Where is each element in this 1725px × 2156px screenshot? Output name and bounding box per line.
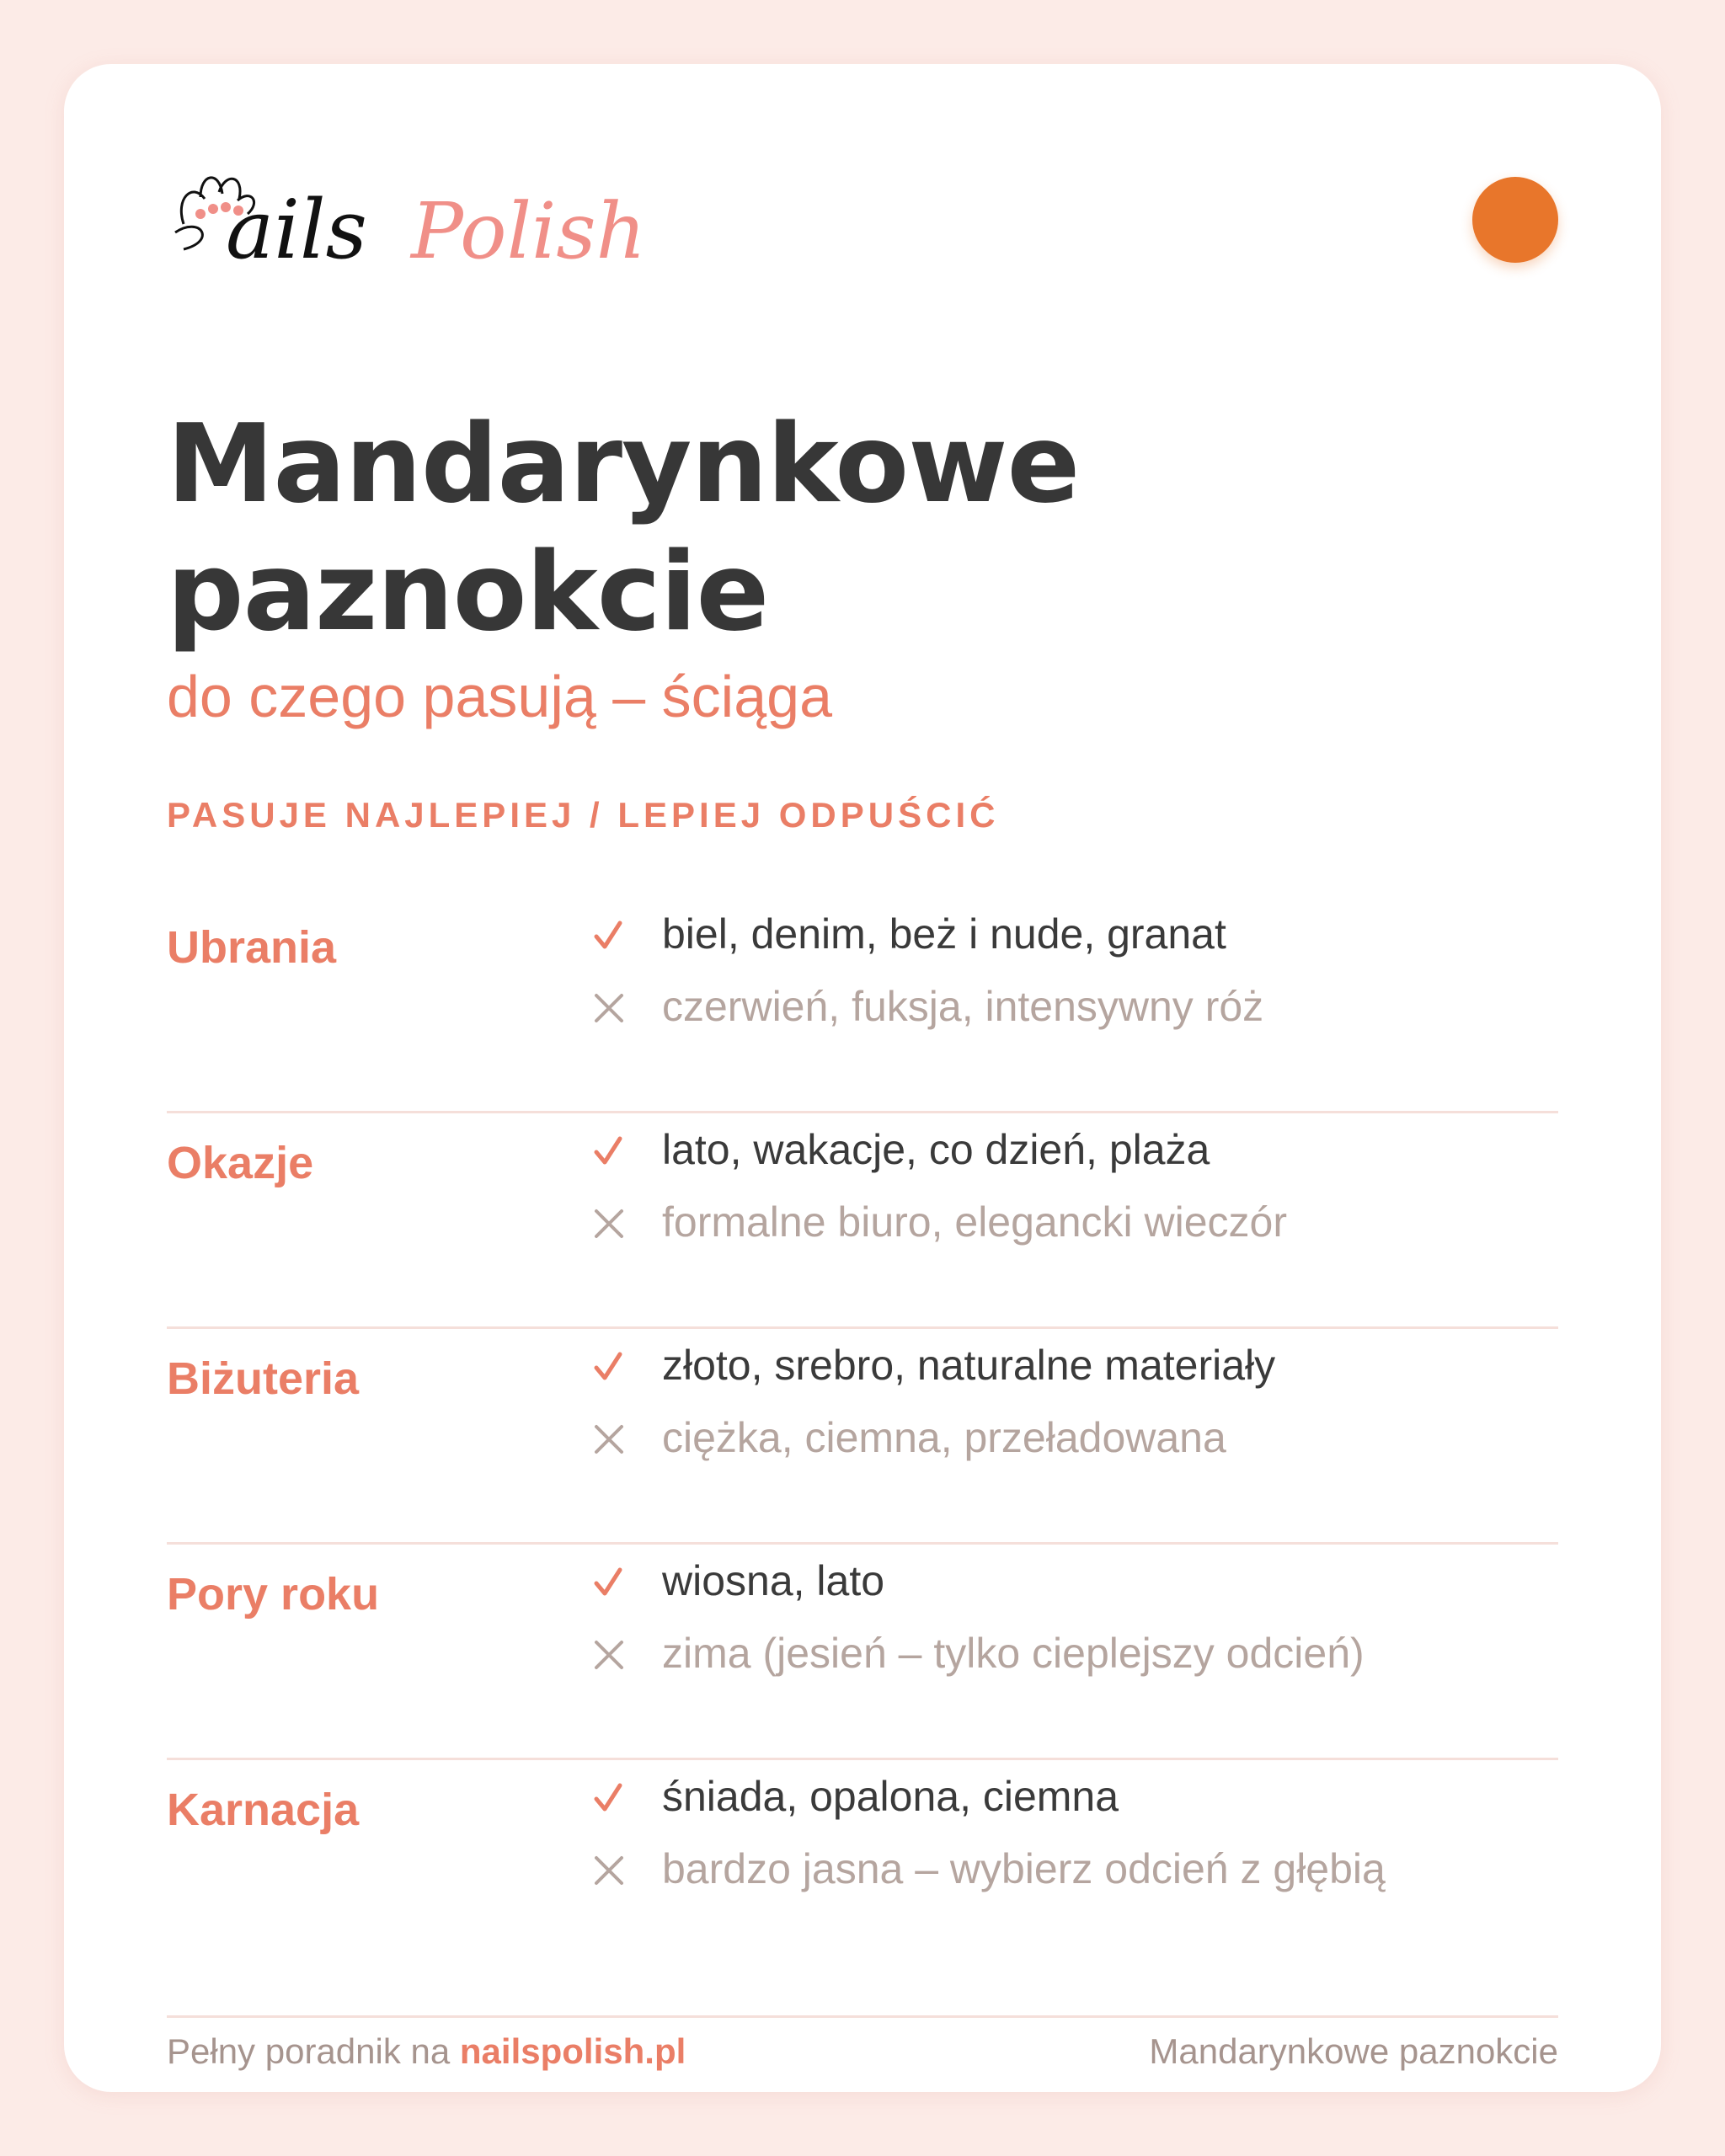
nailspolish-logo xyxy=(167,165,689,275)
category-label: Ubrania xyxy=(167,922,337,973)
footer-title: Mandarynkowe paznokcie xyxy=(1149,2031,1558,2071)
svg-text:Polish: Polish xyxy=(411,186,646,275)
avoid-text: czerwień, fuksja, intensywny róż xyxy=(662,983,1264,1030)
check-icon xyxy=(588,1777,630,1819)
list-item xyxy=(167,1113,1558,1329)
list-item xyxy=(167,1329,1558,1545)
footer-prefix: Pełny poradnik na xyxy=(167,2031,451,2071)
accent-color-dot xyxy=(1472,177,1558,263)
recommended-text: śniada, opalona, ciemna xyxy=(662,1773,1119,1820)
category-label: Pory roku xyxy=(167,1569,380,1620)
list-item xyxy=(167,898,1558,1113)
check-icon xyxy=(588,1130,630,1172)
list-item xyxy=(167,1760,1558,2018)
cheat-sheet-card xyxy=(64,64,1661,2092)
category-label: Biżuteria xyxy=(167,1353,360,1404)
category-label: Okazje xyxy=(167,1138,314,1188)
page-subtitle: do czego pasują – ściąga xyxy=(167,664,832,729)
check-icon xyxy=(588,1346,630,1388)
recommended-text: lato, wakacje, co dzień, plaża xyxy=(662,1126,1210,1173)
check-icon xyxy=(588,1561,630,1604)
check-icon xyxy=(588,915,630,957)
list-item xyxy=(167,1545,1558,1760)
avoid-text: formalne biuro, elegancki wieczór xyxy=(662,1198,1288,1246)
cross-icon xyxy=(588,1203,630,1245)
recommended-text: biel, denim, beż i nude, granat xyxy=(662,910,1226,958)
pairing-list xyxy=(167,898,1558,2018)
recommended-text: wiosna, lato xyxy=(662,1557,885,1604)
footer-source xyxy=(167,2031,686,2072)
cross-icon xyxy=(588,1418,630,1460)
cross-icon xyxy=(588,1634,630,1676)
cross-icon xyxy=(588,1849,630,1892)
cross-icon xyxy=(588,987,630,1029)
avoid-text: bardzo jasna – wybierz odcień z głębią xyxy=(662,1845,1386,1892)
footer-link[interactable]: nailspolish.pl xyxy=(459,2031,686,2071)
recommended-text: złoto, srebro, naturalne materiały xyxy=(662,1342,1276,1389)
svg-text:ails: ails xyxy=(226,183,367,275)
page-title: Mandarynkowe paznokcie xyxy=(167,402,1080,655)
category-label: Karnacja xyxy=(167,1785,360,1835)
avoid-text: zima (jesień – tylko cieplejszy odcień) xyxy=(662,1630,1365,1677)
avoid-text: ciężka, ciemna, przeładowana xyxy=(662,1414,1226,1461)
section-label: PASUJE NAJLEPIEJ / LEPIEJ ODPUŚCIĆ xyxy=(167,795,1000,835)
